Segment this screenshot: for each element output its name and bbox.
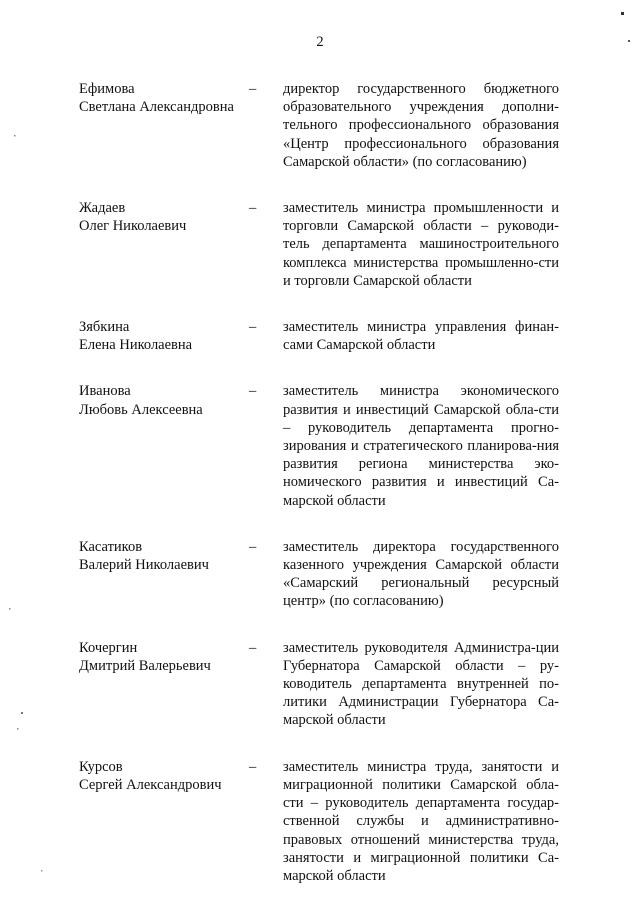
given-names: Любовь Алексеевна xyxy=(79,401,203,418)
dash-separator: – xyxy=(249,319,257,336)
list-item xyxy=(79,538,559,611)
surname: Кочергин xyxy=(79,639,138,656)
scan-speck xyxy=(9,608,11,610)
dash-separator: – xyxy=(249,200,257,217)
person-name xyxy=(79,382,249,418)
scan-speck xyxy=(41,870,43,872)
position-description: заместитель министра управления финан-сами Самарской области xyxy=(283,319,559,354)
given-names: Дмитрий Валерьевич xyxy=(79,657,211,674)
surname: Иванова xyxy=(79,383,131,400)
person-name xyxy=(79,318,249,354)
page-number: 2 xyxy=(316,34,324,50)
position-description: заместитель руководителя Администра-ции Губернатора Самарской области – ру-ководитель департамента внутренней по-литики Администрации Губернатора Са-марской области xyxy=(283,639,559,729)
dash-separator: – xyxy=(249,639,257,656)
position-description: заместитель министра промышленности и торговли Самарской области – руководи-тель департамента машиностроительного комплекса министерства промышленно-сти и торговли Самарской области xyxy=(283,200,559,289)
person-name xyxy=(79,199,249,235)
scan-speck xyxy=(14,135,16,137)
list-item xyxy=(79,199,559,290)
scan-speck xyxy=(21,712,23,714)
given-names: Светлана Александровна xyxy=(79,99,234,116)
dash-separator: – xyxy=(249,538,257,555)
list-item xyxy=(79,80,559,171)
member-list xyxy=(79,80,559,913)
position-description: заместитель министра экономического развития и инвестиций Самарской обла-сти – руководитель департамента прогно-зирования и стратегического планирова-ния развития региона министерства эко-номического развития и инвестиций Са-марской области xyxy=(283,383,559,509)
scan-speck xyxy=(17,728,19,730)
person-name xyxy=(79,538,249,574)
surname: Зябкина xyxy=(79,319,130,336)
given-names: Валерий Николаевич xyxy=(79,557,209,574)
list-item xyxy=(79,318,559,354)
person-name xyxy=(79,639,249,675)
given-names: Сергей Александрович xyxy=(79,776,222,793)
person-name xyxy=(79,80,249,116)
given-names: Елена Николаевна xyxy=(79,337,193,354)
given-names: Олег Николаевич xyxy=(79,218,187,235)
list-item xyxy=(79,382,559,509)
person-name xyxy=(79,758,249,794)
surname: Ефимова xyxy=(79,81,135,97)
surname: Касатиков xyxy=(79,538,143,555)
position-description: заместитель министра труда, занятости и миграционной политики Самарской обла-сти – руководитель департамента государ-ственной службы и административно-правовых отношений министерства труда, занятости и миграционной политики Са-марской области xyxy=(283,758,559,884)
dash-separator: – xyxy=(249,383,257,400)
position-description: директор государственного бюджетного образовательного учреждения дополни-тельного профессионального образования «Центр профессионального образования Самарской области» (по согласованию) xyxy=(283,81,559,170)
dash-separator: – xyxy=(249,758,257,775)
scan-speck xyxy=(621,12,624,15)
position-description: заместитель директора государственного казенного учреждения Самарской области «Самарский региональный ресурсный центр» (по согласованию) xyxy=(283,538,559,610)
dash-separator: – xyxy=(249,81,257,97)
list-item xyxy=(79,758,559,885)
surname: Жадаев xyxy=(79,200,126,217)
surname: Курсов xyxy=(79,758,123,775)
list-item xyxy=(79,639,559,730)
